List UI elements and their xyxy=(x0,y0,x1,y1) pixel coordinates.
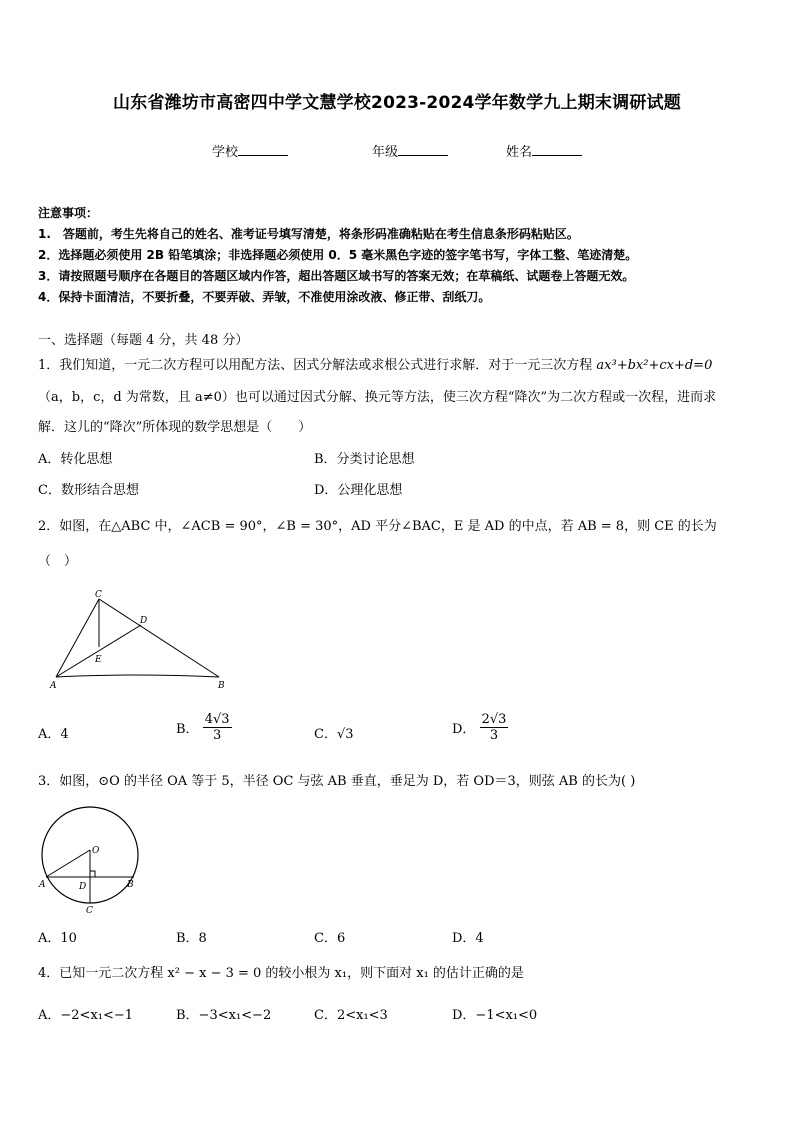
fraction-denominator: 3 xyxy=(212,728,222,743)
fraction-numerator: 2√3 xyxy=(481,712,507,727)
name-field[interactable] xyxy=(506,141,582,160)
school-blank[interactable] xyxy=(238,143,288,156)
notice-item: 4．保持卡面清洁，不要折叠，不要弄破、弄皱，不准使用涂改液、修正带、刮纸刀。 xyxy=(38,290,491,304)
name-blank[interactable] xyxy=(532,143,582,156)
q2-option-b-label: B． xyxy=(176,722,199,737)
fraction-denominator: 3 xyxy=(489,728,499,743)
notice-item: 2．选择题必须使用 2B 铅笔填涂；非选择题必须使用 0．5 毫米黑色字迹的签字笔书写，字体工整、笔迹清楚。 xyxy=(38,248,638,262)
q1-option-b[interactable]: B．分类讨论思想 xyxy=(314,452,415,467)
q1-line1 xyxy=(38,354,712,373)
q4-option-a[interactable]: A．−2<x₁<−1 xyxy=(38,1008,134,1023)
triangle-figure xyxy=(44,585,244,695)
segment-ac xyxy=(56,599,99,677)
page-title: 山东省潍坊市高密四中学文慧学校2023-2024学年数学九上期末调研试题 xyxy=(113,93,681,113)
label-o: O xyxy=(92,846,100,856)
q2-option-b-fraction xyxy=(203,712,232,743)
label-e: E xyxy=(95,655,102,665)
q3-option-a[interactable]: A．10 xyxy=(38,931,77,946)
section-heading: 一、选择题（每题 4 分，共 48 分） xyxy=(38,333,249,348)
q1-option-d[interactable]: D．公理化思想 xyxy=(314,483,403,498)
q4-option-d[interactable]: D．−1<x₁<0 xyxy=(452,1008,538,1023)
q2-option-d[interactable] xyxy=(452,712,508,743)
q2-option-a[interactable]: A．4 xyxy=(38,727,69,742)
q4-option-b[interactable]: B．−3<x₁<−2 xyxy=(176,1008,272,1023)
q4-line1: 4．已知一元二次方程 x² − x − 3 = 0 的较小根为 x₁，则下面对 x₁ 的估计正确的是 xyxy=(38,966,524,981)
label-b: B xyxy=(127,880,134,890)
q1-line3: 解．这儿的“降次”所体现的数学思想是（ ） xyxy=(38,420,312,435)
circle-figure xyxy=(36,800,146,915)
label-b: B xyxy=(218,681,225,691)
q2-line1: 2．如图，在△ABC 中，∠ACB = 90°，∠B = 30°，AD 平分∠BAC，E 是 AD 的中点，若 AB = 8，则 CE 的长为 xyxy=(38,519,717,534)
q2-line2: （ ） xyxy=(38,554,78,569)
grade-label: 年级 xyxy=(372,145,399,160)
q1-line2: （a，b，c，d 为常数，且 a≠0）也可以通过因式分解、换元等方法，使三次方程“降次”为二次方程或一次程，进而求 xyxy=(38,390,717,405)
q2-option-b[interactable] xyxy=(176,712,232,743)
q4-option-c[interactable]: C．2<x₁<3 xyxy=(314,1008,388,1023)
q2-option-c[interactable]: C．√3 xyxy=(314,727,354,742)
q3-line1: 3．如图，⊙O 的半径 OA 等于 5，半径 OC 与弦 AB 垂直，垂足为 D，若 OD＝3，则弦 AB 的长为( ) xyxy=(38,774,636,789)
radius-oa xyxy=(46,850,90,877)
name-label: 姓名 xyxy=(506,145,533,160)
grade-field[interactable] xyxy=(372,141,448,160)
label-a: A xyxy=(50,681,57,691)
right-angle-mark xyxy=(90,871,95,877)
q1-option-a[interactable]: A．转化思想 xyxy=(38,452,113,467)
label-c: C xyxy=(86,906,93,915)
notice-item: 3．请按照题号顺序在各题目的答题区域内作答，超出答题区域书写的答案无效；在草稿纸、试题卷上答题无效。 xyxy=(38,269,635,283)
school-field[interactable] xyxy=(212,141,288,160)
q3-option-b[interactable]: B．8 xyxy=(176,931,207,946)
q1-text: 1．我们知道，一元二次方程可以用配方法、因式分解法或求根公式进行求解．对于一元三次方程 xyxy=(38,358,597,373)
label-d: D xyxy=(140,616,148,626)
notice-item: 1. 答题前，考生先将自己的姓名、准考证号填写清楚，将条形码准确粘贴在考生信息条形码粘贴区。 xyxy=(38,227,579,241)
q2-option-d-fraction xyxy=(480,712,509,743)
q2-option-d-label: D． xyxy=(452,722,476,737)
q3-option-c[interactable]: C．6 xyxy=(314,931,346,946)
notice-heading: 注意事项： xyxy=(38,206,99,220)
fraction-numerator: 4√3 xyxy=(204,712,230,727)
segment-ab xyxy=(56,675,219,677)
label-c: C xyxy=(95,590,102,600)
q1-option-c[interactable]: C．数形结合思想 xyxy=(38,483,139,498)
school-label: 学校 xyxy=(212,145,239,160)
grade-blank[interactable] xyxy=(398,143,448,156)
q3-option-d[interactable]: D．4 xyxy=(452,931,484,946)
label-d: D xyxy=(79,882,87,892)
segment-cb xyxy=(99,599,219,677)
q1-equation: ax³+bx²+cx+d=0 xyxy=(596,358,713,373)
label-a: A xyxy=(39,880,46,890)
